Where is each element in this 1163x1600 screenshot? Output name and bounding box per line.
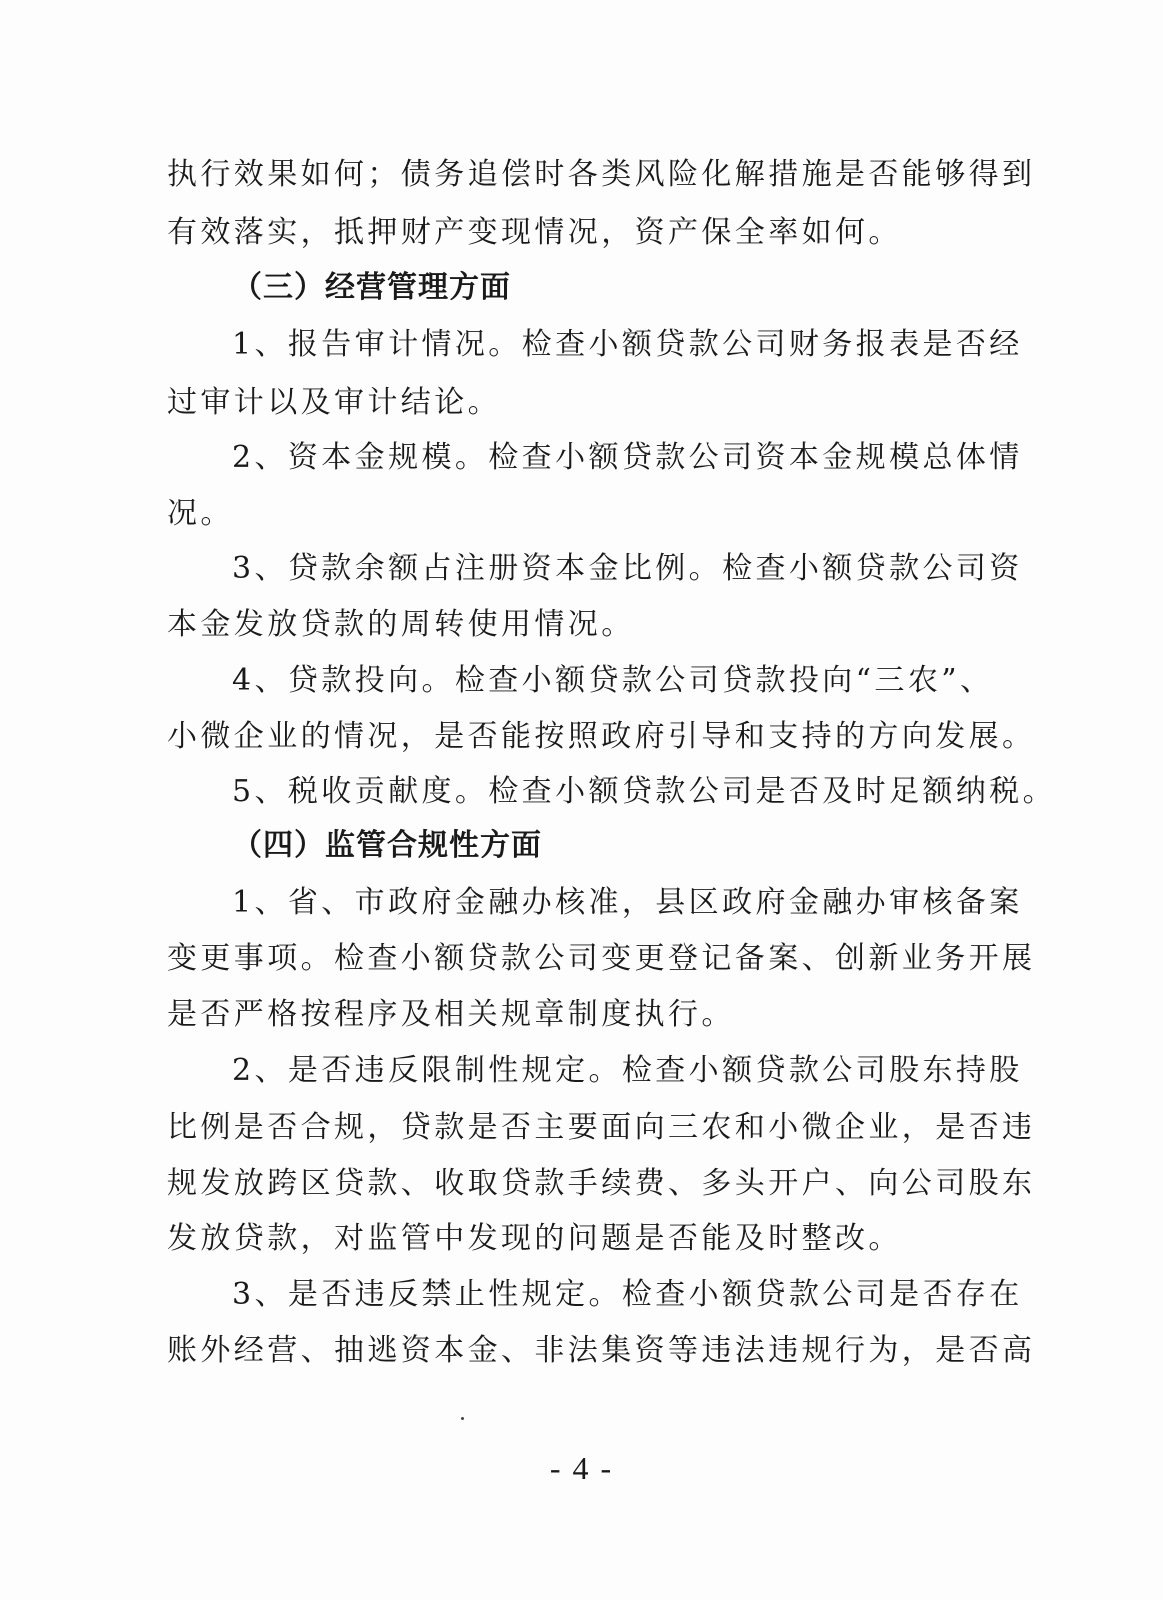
- scan-speck: [461, 1417, 464, 1420]
- body-text-line: 2、是否违反限制性规定。检查小额贷款公司股东持股: [232, 1053, 1023, 1088]
- section-heading-3: （三）经营管理方面: [232, 270, 511, 305]
- body-text-line: 执行效果如何；债务追偿时各类风险化解措施是否能够得到: [167, 157, 1036, 192]
- body-text-line: 2、资本金规模。检查小额贷款公司资本金规模总体情: [232, 440, 1023, 475]
- body-text-line: 1、省、市政府金融办核准，县区政府金融办审核备案: [232, 885, 1023, 920]
- body-text-line: 1、报告审计情况。检查小额贷款公司财务报表是否经: [232, 327, 1023, 362]
- body-text-line: 是否严格按程序及相关规章制度执行。: [167, 997, 735, 1032]
- body-text-line: 账外经营、抽逃资本金、非法集资等违法违规行为，是否高: [167, 1333, 1036, 1368]
- body-text-line: 3、贷款余额占注册资本金比例。检查小额贷款公司资: [232, 551, 1023, 586]
- body-text-line: 规发放跨区贷款、收取贷款手续费、多头开户、向公司股东: [167, 1166, 1036, 1201]
- body-text-line: 变更事项。检查小额贷款公司变更登记备案、创新业务开展: [167, 941, 1036, 976]
- body-text-line: 过审计以及审计结论。: [167, 385, 501, 420]
- body-text-line: 本金发放贷款的周转使用情况。: [167, 607, 635, 642]
- section-heading-4: （四）监管合规性方面: [232, 828, 542, 863]
- page-number: - 4 -: [549, 1450, 614, 1486]
- body-text-line: 比例是否合规，贷款是否主要面向三农和小微企业，是否违: [167, 1110, 1036, 1145]
- body-text-line: 况。: [167, 496, 234, 531]
- body-text-line: 有效落实，抵押财产变现情况，资产保全率如何。: [167, 215, 902, 250]
- body-text-line: 3、是否违反禁止性规定。检查小额贷款公司是否存在: [232, 1277, 1023, 1312]
- body-text-line: 4、贷款投向。检查小额贷款公司贷款投向“三农”、: [232, 663, 994, 698]
- body-text-line: 发放贷款，对监管中发现的问题是否能及时整改。: [167, 1221, 902, 1256]
- body-text-line: 小微企业的情况，是否能按照政府引导和支持的方向发展。: [167, 719, 1036, 754]
- body-text-line: 5、税收贡献度。检查小额贷款公司是否及时足额纳税。: [232, 774, 1057, 809]
